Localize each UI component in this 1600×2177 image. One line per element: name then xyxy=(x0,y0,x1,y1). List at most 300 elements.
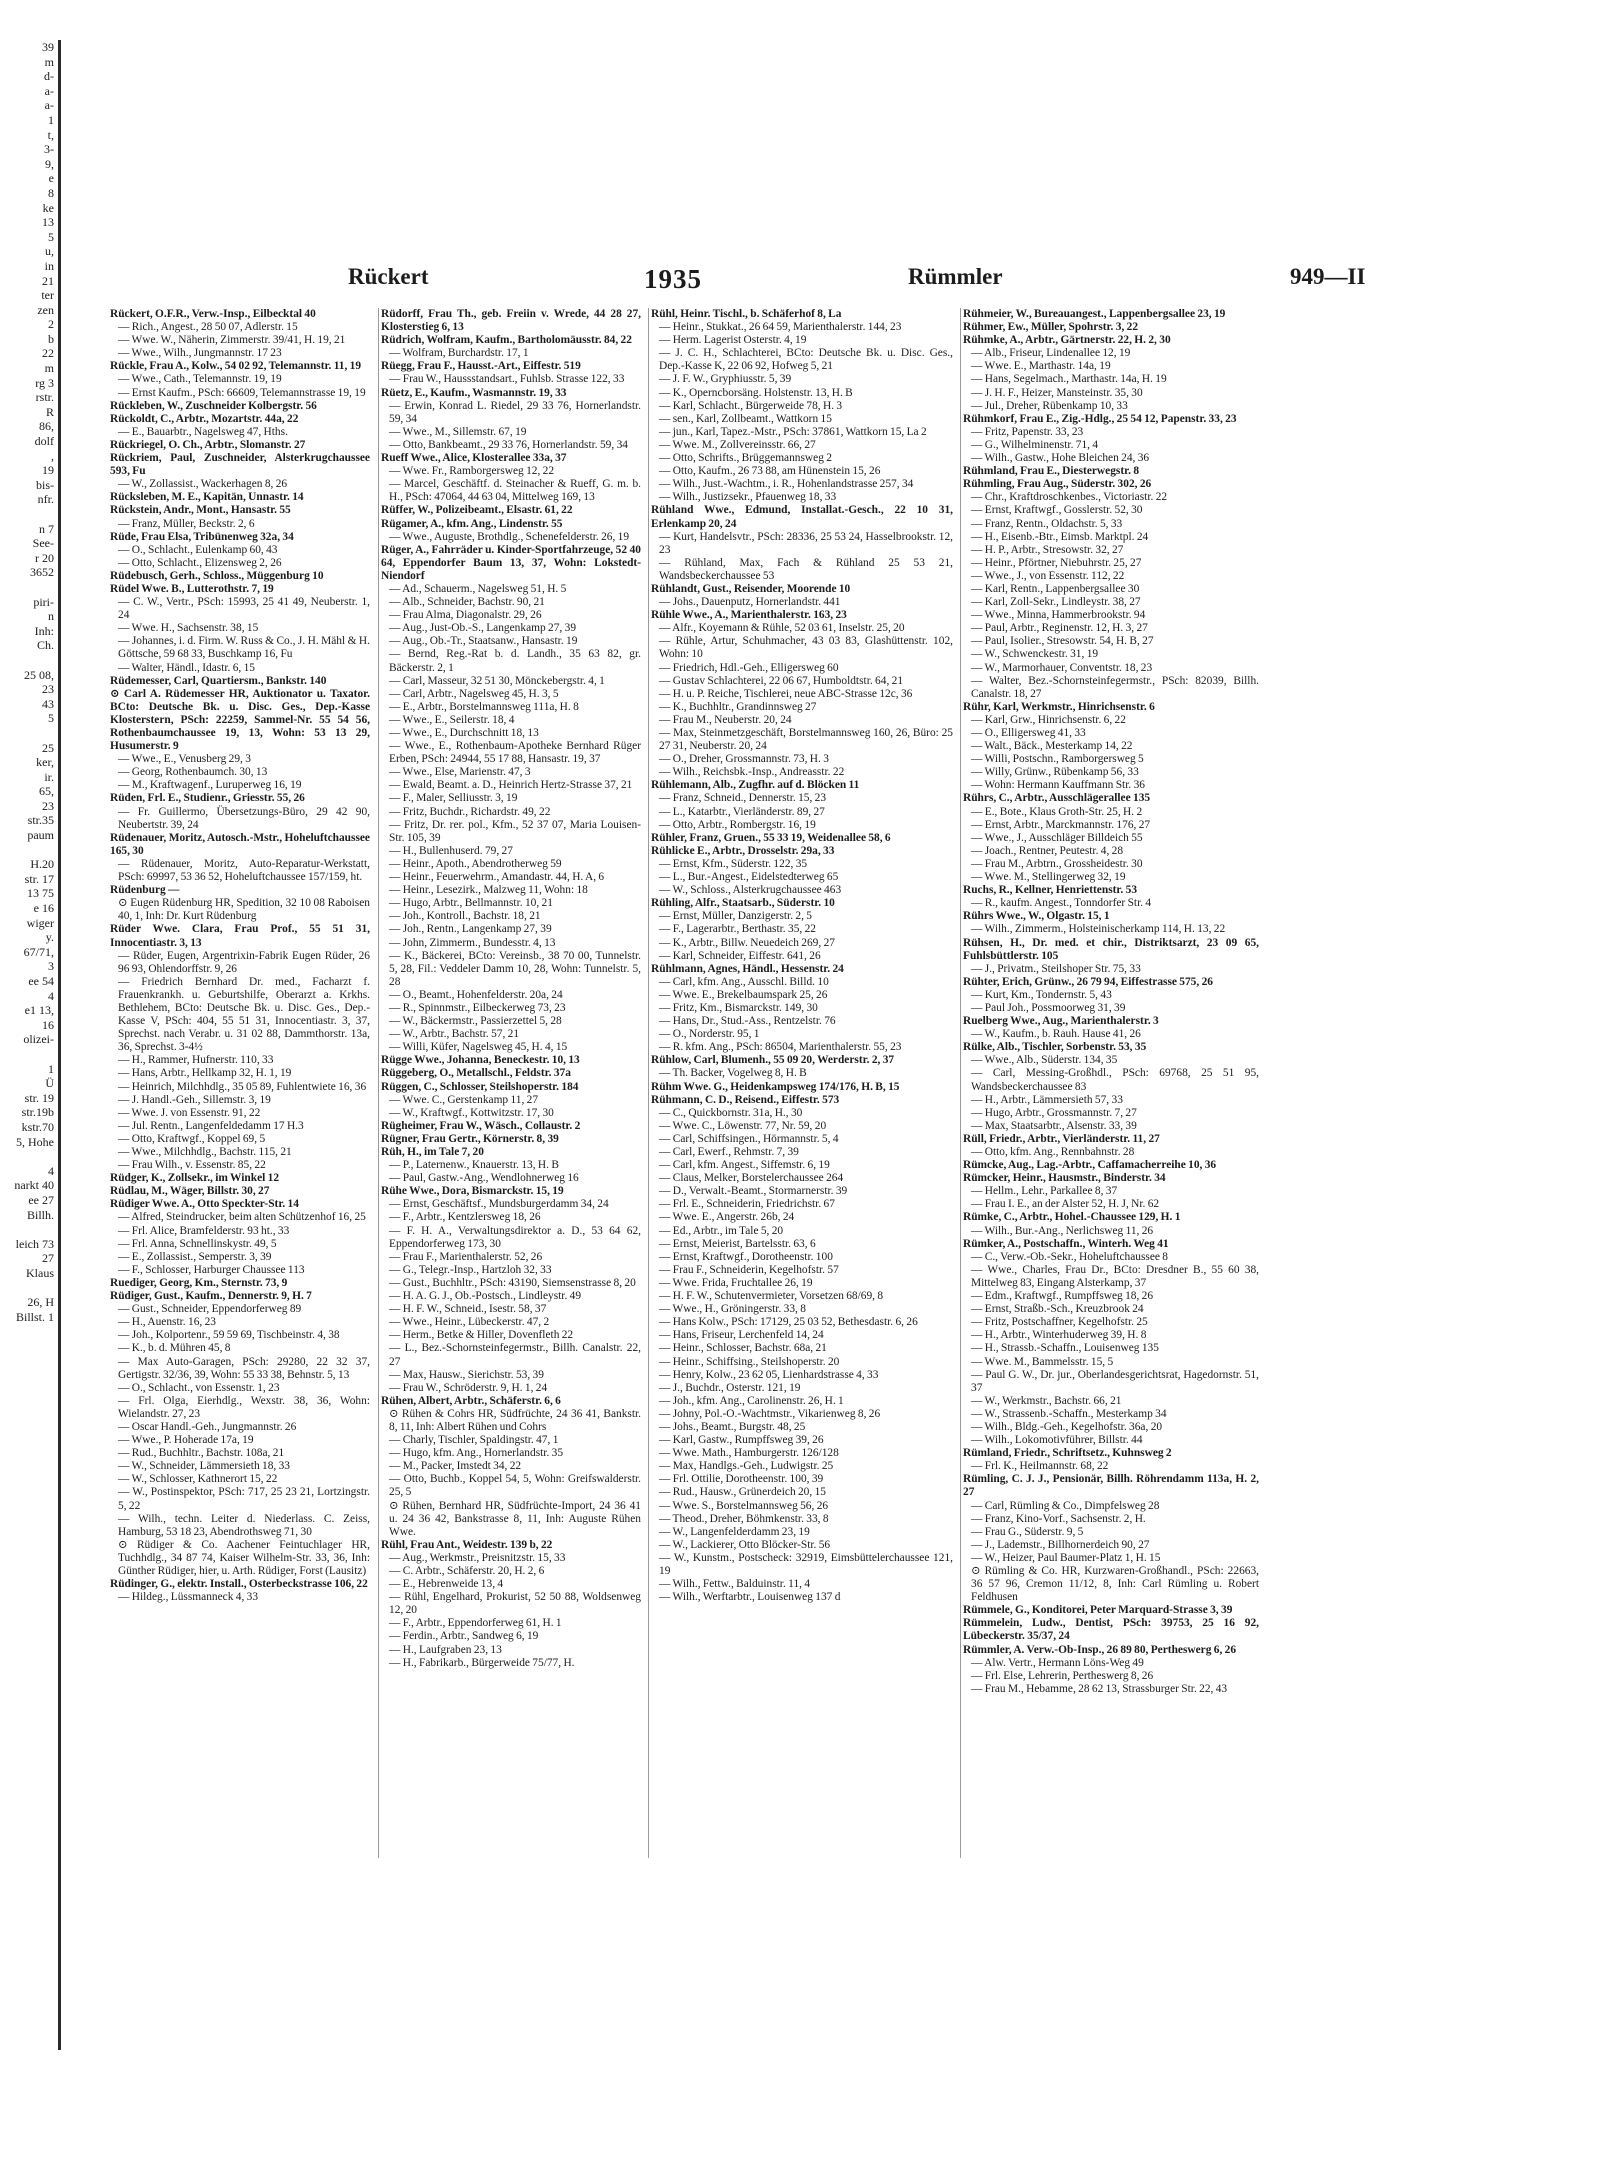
directory-entry: — W., Marmorhauer, Conventstr. 18, 23 xyxy=(971,661,1153,674)
directory-entry: — Joach., Rentner, Peutestr. 4, 28 xyxy=(971,844,1124,857)
directory-entry: — C., Quickbornstr. 31a, H., 30 xyxy=(659,1106,803,1119)
left-page-fragment: 16 xyxy=(42,1017,54,1032)
directory-entry: — H. u. P. Reiche, Tischlerei, neue ABC-Strasse 12c, 36 xyxy=(659,687,913,700)
directory-entry: — Karl, Grw., Hinrichsenstr. 6, 22 xyxy=(971,713,1126,726)
directory-entry: — W., Zollassist., Wackerhagen 8, 26 xyxy=(118,478,288,491)
directory-entry: — Ernst, Kraftwgf., Gosslerstr. 52, 30 xyxy=(971,504,1143,517)
directory-entry: — Fr. Guillermo, Übersetzungs-Büro, 29 42 90, Neubertstr. 39, 24 xyxy=(118,805,370,831)
directory-entry: — Claus, Melker, Borstelerchaussee 264 xyxy=(659,1172,844,1185)
directory-entry: — Wwe., E., Seilerstr. 18, 4 xyxy=(389,713,515,726)
directory-entry: — Wilh., Reichsbk.-Insp., Andreasstr. 22 xyxy=(659,766,845,779)
directory-entry: — E., Bauarbtr., Nagelsweg 47, Hths. xyxy=(118,425,288,438)
directory-entry: — Otto, Arbtr., Rombergstr. 16, 19 xyxy=(659,818,816,831)
directory-entry: — Walt., Bäck., Mesterkamp 14, 22 xyxy=(971,740,1133,753)
directory-entry: — C. Arbtr., Schäferstr. 20, H. 2, 6 xyxy=(389,1565,545,1577)
directory-entry: — Frau M., Neuberstr. 20, 24 xyxy=(659,713,792,726)
directory-entry: — Frau W., Haussstandsart., Fuhlsb. Strasse 122, 33 xyxy=(389,373,625,386)
directory-entry: — R., kaufm. Angest., Tonndorfer Str. 4 xyxy=(971,897,1152,910)
directory-entry: — Jul. Rentn., Langenfeldedamm 17 H.3 xyxy=(118,1119,304,1132)
left-page-fragment: Ü xyxy=(45,1076,54,1091)
directory-entry: — Johannes, i. d. Firm. W. Russ & Co., J. H. Mähl & H. Göttsche, 59 68 33, Buschkamp 16, Fu xyxy=(118,635,370,661)
directory-entry: Rüde, Frau Elsa, Tribünenweg 32a, 34 xyxy=(110,530,294,543)
directory-entry: Rückriegel, O. Ch., Arbtr., Slomanstr. 27 xyxy=(110,438,306,451)
left-page-fragment: wiger xyxy=(26,915,54,930)
directory-entry: — Wohn: Hermann Kauffmann Str. 36 xyxy=(971,779,1145,792)
left-page-fragment: ir. xyxy=(44,769,54,784)
left-page-fragment: 25 xyxy=(42,740,54,755)
left-page-fragment: e1 13, xyxy=(24,1003,54,1018)
left-page-fragment: 4 xyxy=(48,1163,54,1178)
directory-entry: Rüdenauer, Moritz, Autosch.-Mstr., Hoheluftchaussee 165, 30 xyxy=(110,831,370,857)
directory-entry: — W., Kaufm., b. Rauh. Hause 41, 26 xyxy=(971,1028,1141,1041)
left-page-fragment: Inh: xyxy=(34,623,54,638)
directory-entry: Rüdenburg — xyxy=(110,884,180,897)
directory-entry: — Wwe. Math., Hamburgerstr. 126/128 xyxy=(659,1447,839,1460)
left-page-fragment: Klaus xyxy=(26,1265,54,1280)
left-page-edge xyxy=(0,40,61,2050)
directory-entry: Rückert, O.F.R., Verw.-Insp., Eilbecktal 40 xyxy=(110,308,316,320)
left-page-fragment: 86, xyxy=(39,419,54,434)
left-page-fragment: 3- xyxy=(44,142,54,157)
directory-entry: — Wilh., Fettw., Balduinstr. 11, 4 xyxy=(659,1578,811,1591)
directory-entry: — Wwe., Cath., Telemannstr. 19, 19 xyxy=(118,373,282,386)
directory-entry: — J. H. F., Heizer, Mansteinstr. 35, 30 xyxy=(971,386,1143,399)
left-page-fragment: 5 xyxy=(48,711,54,726)
directory-entry: Rühlicke E., Arbtr., Drosselstr. 29a, 33 xyxy=(651,844,835,857)
directory-entry: — Wilh., Werftarbtr., Louisenweg 137 d xyxy=(659,1591,841,1604)
directory-entry: Rüdel Wwe. B., Lutterothstr. 7, 19 xyxy=(110,582,274,595)
directory-entry: — R. kfm. Ang., PSch: 86504, Marienthalerstr. 55, 23 xyxy=(659,1041,902,1054)
directory-entry: — Ernst, Müller, Danzigerstr. 2, 5 xyxy=(659,910,813,923)
directory-entry: — Wwe. W., Näherin, Zimmerstr. 39/41, H. 19, 21 xyxy=(118,334,346,347)
left-page-fragment: 67/71, xyxy=(23,944,54,959)
directory-entry: Rueff Wwe., Alice, Klosterallee 33a, 37 xyxy=(381,452,567,465)
directory-entry: — Ed., Arbtr., im Tale 5, 20 xyxy=(659,1224,784,1237)
directory-entry: — Rud., Hausw., Grünerdeich 20, 15 xyxy=(659,1486,826,1499)
directory-entry: Rüdrich, Wolfram, Kaufm., Bartholomäusstr. 84, 22 xyxy=(381,334,632,347)
left-page-fragment xyxy=(0,1047,58,1062)
left-page-fragment: 1 xyxy=(48,112,54,127)
directory-entry: — Fritz, Papenstr. 33, 23 xyxy=(971,425,1084,438)
directory-entry: — Wwe., Wilh., Jungmannstr. 17 23 xyxy=(118,347,282,360)
directory-entry: — J., Buchdr., Osterstr. 121, 19 xyxy=(659,1381,801,1394)
left-page-fragment: 43 xyxy=(42,696,54,711)
directory-entry: Rügheimer, Frau W., Wäsch., Collaustr. 2 xyxy=(381,1119,581,1132)
directory-entry: — Karl, Schneider, Eiffestr. 641, 26 xyxy=(659,949,821,962)
left-page-fragment: 39 xyxy=(42,40,54,54)
directory-entry: — Rud., Buchhltr., Bachstr. 108a, 21 xyxy=(118,1447,285,1460)
directory-entry: — Jul., Dreher, Rübenkamp 10, 33 xyxy=(971,399,1128,412)
directory-entry: — E., Zollassist., Semperstr. 3, 39 xyxy=(118,1250,272,1263)
directory-entry: — Heinr., Feuerwehrm., Amandastr. 44, H. A, 6 xyxy=(389,871,605,884)
directory-entry: — Wilh., Lokomotivführer, Billstr. 44 xyxy=(971,1434,1143,1447)
directory-entry: — Paul G. W., Dr. jur., Oberlandesgerichtsrat, Hagedornstr. 51, 37 xyxy=(971,1368,1259,1394)
directory-entry: Rüdger, K., Zollsekr., im Winkel 12 xyxy=(110,1172,280,1185)
directory-entry: — Alfr., Koyemann & Rühle, 52 03 61, Inselstr. 25, 20 xyxy=(659,622,905,635)
directory-entry: — jun., Karl, Tapez.-Mstr., PSch: 37861, Wattkorn 15, La 2 xyxy=(659,425,927,438)
left-page-fragment xyxy=(0,726,58,741)
directory-entry: — K., Bäckerei, BCto: Vereinsb., 38 70 00, Tunnelstr. 5, 28, Fil.: Veddeler Damm 10, 28, Wohn: Tunnelstr. 5, 28 xyxy=(389,949,641,988)
directory-entry: Rühmke, A., Arbtr., Gärtnerstr. 22, H. 2, 30 xyxy=(963,334,1171,347)
directory-entry: Rückriem, Paul, Zuschneider, Alsterkrugchaussee 593, Fu xyxy=(110,452,370,478)
left-page-fragment: kstr.70 xyxy=(21,1119,54,1134)
directory-entry: — Max Auto-Garagen, PSch: 29280, 22 32 37, Gertigstr. 32/36, 39, Wohn: 55 33 38, Behnstr. 5, 13 xyxy=(118,1355,370,1381)
directory-entry: Rühter, Erich, Grünw., 26 79 94, Eiffestrasse 575, 26 xyxy=(963,975,1213,988)
left-page-fragment xyxy=(0,843,58,858)
directory-entry: — Wwe. J. von Essenstr. 91, 22 xyxy=(118,1106,261,1119)
left-page-fragment: H.20 xyxy=(30,857,54,872)
directory-entry: — H. F. W., Schutenvermieter, Vorsetzen 68/69, 8 xyxy=(659,1290,884,1303)
directory-entry: Rümker, A., Postschaffn., Winterh. Weg 41 xyxy=(963,1237,1169,1250)
directory-entry: — Ewald, Beamt. a. D., Heinrich Hertz-Strasse 37, 21 xyxy=(389,779,633,792)
directory-entry: — Wwe. E., Marthastr. 14a, 19 xyxy=(971,360,1111,373)
directory-entry: Rüger, A., Fahrräder u. Kinder-Sportfahrzeuge, 52 40 64, Eppendorfer Baum 13, 37, Wohn: Lokstedt-Niendorf xyxy=(381,543,641,582)
directory-entry: — Ferdin., Arbtr., Sandweg 6, 19 xyxy=(389,1630,539,1643)
left-page-fragment: e 16 xyxy=(33,901,54,916)
directory-entry: — Hellm., Lehr., Parkallee 8, 37 xyxy=(971,1185,1118,1198)
directory-entry: — Ernst Kaufm., PSch: 66609, Telemannstrasse 19, 19 xyxy=(118,386,366,399)
directory-entry: — Henry, Kolw., 23 62 05, Lienhardstrasse 4, 33 xyxy=(659,1368,879,1381)
directory-entry: Rügamer, A., kfm. Ang., Lindenstr. 55 xyxy=(381,517,563,530)
directory-entry: — Joh., Rentn., Langenkamp 27, 39 xyxy=(389,923,552,936)
directory-entry: — Paul, Gastw.-Ang., Wendlohnerweg 16 xyxy=(389,1172,579,1185)
directory-entry: — W., Postinspektor, PSch: 717, 25 23 21, Lortzingstr. 5, 22 xyxy=(118,1486,370,1512)
directory-entry: — Otto, Schrifts., Brüggemannsweg 2 xyxy=(659,452,832,465)
left-page-fragment xyxy=(0,653,58,668)
directory-entry: — Wilh., Bldg.-Geh., Kegelhofstr. 36a, 20 xyxy=(971,1420,1163,1433)
directory-entry: — H. F. W., Schneid., Isestr. 58, 37 xyxy=(389,1303,547,1316)
directory-entry: — Fritz, Buchdr., Richardstr. 49, 22 xyxy=(389,805,551,818)
directory-entry: — Rühle, Artur, Schuhmacher, 43 03 83, Glashüttenstr. 102, Wohn: 10 xyxy=(659,635,953,661)
directory-entry: Rühe Wwe., Dora, Bismarckstr. 15, 19 xyxy=(381,1185,564,1198)
directory-entry: — W., Kraftwgf., Kottwitzstr. 17, 30 xyxy=(389,1106,554,1119)
directory-entry: — Frau F., Marienthalerstr. 52, 26 xyxy=(389,1250,543,1263)
directory-entry: Rühl, Heinr. Tischl., b. Schäferhof 8, La xyxy=(651,308,842,320)
directory-entry: Rühr, Karl, Werkmstr., Hinrichsenstr. 6 xyxy=(963,700,1155,713)
directory-entry: Rügner, Frau Gertr., Körnerstr. 8, 39 xyxy=(381,1132,559,1145)
directory-entry: — Frl. K., Heilmannstr. 68, 22 xyxy=(971,1460,1109,1473)
left-page-fragment: rg 3 xyxy=(35,375,54,390)
directory-entry: — Carl, Arbtr., Nagelsweg 45, H. 3, 5 xyxy=(389,687,559,700)
directory-entry: — Otto, Kraftwgf., Koppel 69, 5 xyxy=(118,1132,266,1145)
directory-entry: — Gust., Buchhltr., PSch: 43190, Siemsenstrasse 8, 20 xyxy=(389,1276,636,1289)
directory-entry: — Gust., Schneider, Eppendorferweg 89 xyxy=(118,1303,302,1316)
directory-entry: Rümling, C. J. J., Pensionär, Billh. Röhrendamm 113a, H. 2, 27 xyxy=(963,1473,1259,1499)
directory-entry: — Friedrich Bernhard Dr. med., Facharzt f. Frauenkrankh. u. Geburtshilfe, Oberarzt a. Krkhs. Bethlehem, BCto: Deutsche Bk. u. Disc. Ges., Dep.-Kasse V, PSch: 404, 55 51 31, Innocentiastr. 3, 37, Sprechst. nach Verabr. u. 31 02 88, Dammthorstr. 13a, 36, Sprechst. 3-4½ xyxy=(118,975,370,1054)
left-page-fragment: 21 xyxy=(42,273,54,288)
directory-entry: — G., Telegr.-Insp., Hartzloh 32, 33 xyxy=(389,1263,552,1276)
left-page-fragment: 1 xyxy=(48,1061,54,1076)
directory-entry: — Heinr., Apoth., Abendrotherweg 59 xyxy=(389,857,562,870)
directory-entry: — Hans, Dr., Stud.-Ass., Rentzelstr. 76 xyxy=(659,1015,836,1028)
directory-entry: — W., Heizer, Paul Baumer-Platz 1, H. 15 xyxy=(971,1551,1161,1564)
left-page-fragment xyxy=(0,1222,58,1237)
directory-entry: — E., Arbtr., Borstelmannsweg 111a, H. 8 xyxy=(389,700,579,713)
directory-entry: ⊙ Rühen & Cohrs HR, Südfrüchte, 24 36 41, Bankstr. 8, 11, Inh: Albert Rühen und Cohrs xyxy=(389,1407,641,1433)
directory-entry: — Carl, Ewerf., Rehmstr. 7, 39 xyxy=(659,1146,799,1158)
left-page-fragment: Ch. xyxy=(36,638,54,653)
directory-entry: — H. P., Arbtr., Stresowstr. 32, 27 xyxy=(971,543,1124,556)
directory-entry: — W., Strassenb.-Schaffn., Mesterkamp 34 xyxy=(971,1407,1167,1420)
directory-entry: ⊙ Rüdiger & Co. Aachener Feintuchlager HR, Tuchhdlg., 34 87 74, Kaiser Wilhelm-Str. 33, 36, Inh: Günther Rüdiger, hier, u. Arth. Rüdiger, Forst (Lausitz) xyxy=(118,1538,370,1577)
directory-entry: — Wwe., Minna, Hammerbrookstr. 94 xyxy=(971,609,1146,622)
directory-entry: — Marcel, Geschäftf. d. Steinacher & Rueff, G. m. b. H., PSch: 47064, 44 63 04, Mittelweg 169, 13 xyxy=(389,478,641,504)
directory-entry: Rüdemesser, Carl, Quartiersm., Bankstr. 140 xyxy=(110,674,327,687)
left-page-fragment: 9, xyxy=(45,156,54,171)
directory-entry: Rühmkorf, Frau E., Zig.-Hdlg., 25 54 12, Papenstr. 33, 23 xyxy=(963,412,1237,425)
left-page-fragment: 23 xyxy=(42,682,54,697)
directory-entry: Rühlmann, Agnes, Händl., Hessenstr. 24 xyxy=(651,962,844,975)
left-page-fragment: paum xyxy=(27,828,54,843)
directory-entry: — E., Hebrenweide 13, 4 xyxy=(389,1578,504,1591)
directory-entry: — Otto, Bankbeamt., 29 33 76, Hornerlandstr. 59, 34 xyxy=(389,438,628,451)
left-page-fragment: 5 xyxy=(48,229,54,244)
directory-entry: — Wilh., Bur.-Ang., Nerlichsweg 11, 26 xyxy=(971,1224,1154,1237)
directory-entry: — J. C. H., Schlachterei, BCto: Deutsche Bk. u. Disc. Ges., Dep.-Kasse K, 22 06 92, Hofweg 5, 21 xyxy=(659,347,953,373)
left-page-fragment: str.19b xyxy=(21,1105,54,1120)
directory-entry: — Frau M., Arbtrn., Grossheidestr. 30 xyxy=(971,857,1143,870)
directory-entry: — Max, Handlgs.-Geh., Ludwigstr. 25 xyxy=(659,1460,834,1473)
left-page-fragment: str. 19 xyxy=(24,1090,54,1105)
directory-entry: Ruediger, Georg, Km., Sternstr. 73, 9 xyxy=(110,1276,288,1289)
left-page-fragment: n 7 xyxy=(39,521,54,536)
directory-entry: — K., Buchhltr., Grandinnsweg 27 xyxy=(659,700,817,713)
column-3 xyxy=(648,308,955,1858)
directory-entry: — Fritz, Dr. rer. pol., Kfm., 52 37 07, Maria Louisen-Str. 105, 39 xyxy=(389,818,641,844)
left-page-fragment: ke xyxy=(42,200,54,215)
directory-entry: — Wilh., Gastw., Hohe Bleichen 24, 36 xyxy=(971,452,1150,465)
left-page-fragment: ter xyxy=(41,288,54,303)
left-page-fragment: 13 xyxy=(42,215,54,230)
directory-entry: — Heinr., Lesezirk., Malzweg 11, Wohn: 18 xyxy=(389,884,588,897)
directory-entry: Rühling, Alfr., Staatsarb., Süderstr. 10 xyxy=(651,897,835,910)
directory-entry: — Heinr., Pförtner, Niebuhrstr. 25, 27 xyxy=(971,556,1142,569)
directory-entry: — Karl, Zoll-Sekr., Lindleystr. 38, 27 xyxy=(971,596,1141,609)
directory-entry: — F., Maler, Selliusstr. 3, 19 xyxy=(389,792,518,805)
directory-entry: — W., Schneider, Lämmersieth 18, 33 xyxy=(118,1460,290,1473)
directory-entry: — Frl. Anna, Schnellinskystr. 49, 5 xyxy=(118,1237,277,1250)
directory-entry: — Wwe., Alb., Süderstr. 134, 35 xyxy=(971,1054,1118,1067)
directory-entry: Rüggen, C., Schlosser, Steilshoperstr. 184 xyxy=(381,1080,579,1093)
directory-entry: Rüh, H., im Tale 7, 20 xyxy=(381,1146,484,1158)
directory-entry: — Frl. E., Schneiderin, Friedrichstr. 67 xyxy=(659,1198,835,1211)
left-page-fragment: 3652 xyxy=(30,565,54,580)
directory-entry: Ruelberg Wwe., Aug., Marienthalerstr. 3 xyxy=(963,1015,1159,1028)
directory-entry: — D., Verwalt.-Beamt., Stormarnerstr. 39 xyxy=(659,1185,848,1198)
directory-entry: — Frau Alma, Diagonalstr. 29, 26 xyxy=(389,609,542,622)
directory-entry: — Wwe., P. Hoherade 17a, 19 xyxy=(118,1434,254,1447)
left-page-fragment: 19 xyxy=(42,463,54,478)
left-page-fragment: 25 08, xyxy=(24,667,54,682)
directory-entry: — Wwe., Milchhdlg., Bachstr. 115, 21 xyxy=(118,1146,292,1158)
directory-entry: — Rüder, Eugen, Argentrixin-Fabrik Eugen Rüder, 26 96 93, Ohlendorffstr. 9, 26 xyxy=(118,949,370,975)
directory-entry: — Wwe. C., Gerstenkamp 11, 27 xyxy=(389,1093,539,1106)
directory-entry: Rümmele, G., Konditorei, Peter Marquard-Strasse 3, 39 xyxy=(963,1604,1233,1617)
left-page-fragment: leich 73 xyxy=(15,1236,54,1251)
directory-entry: — Wwe., Charles, Frau Dr., BCto: Dresdner B., 55 60 38, Mittelweg 83, Eingang Alsterkamp, 37 xyxy=(971,1263,1259,1289)
directory-entry: Rühlemann, Alb., Zugfhr. auf d. Blöcken 11 xyxy=(651,779,860,792)
directory-entry: — F. H. A., Verwaltungsdirektor a. D., 53 64 62, Eppendorferweg 173, 30 xyxy=(389,1224,641,1250)
left-page-fragment: t, xyxy=(47,127,54,142)
directory-entry: — Ernst, Kraftwgf., Dorotheenstr. 100 xyxy=(659,1250,833,1263)
left-page-fragment: 5, Hohe xyxy=(16,1134,54,1149)
directory-entry: Rülke, Alb., Tischler, Sorbenstr. 53, 35 xyxy=(963,1041,1147,1054)
directory-entry: — F., Lagerarbtr., Berthastr. 35, 22 xyxy=(659,923,816,936)
directory-entry: — Bernd, Reg.-Rat b. d. Landh., 35 63 82, gr. Bäckerstr. 2, 1 xyxy=(389,648,641,674)
directory-entry: Rüder Wwe. Clara, Frau Prof., 55 51 31, Innocentiastr. 3, 13 xyxy=(110,923,370,949)
left-page-fragment: narkt 40 xyxy=(14,1178,54,1193)
directory-entry: — Carl, Rümling & Co., Dimpfelsweg 28 xyxy=(971,1499,1160,1512)
left-page-fragment xyxy=(0,507,58,522)
left-page-fragment: ee 27 xyxy=(28,1192,54,1207)
directory-entry: — Alw. Vertr., Hermann Löns-Weg 49 xyxy=(971,1656,1144,1669)
directory-entry: — Carl, Messing-Großhdl., PSch: 69768, 25 51 95, Wandsbeckerchaussee 83 xyxy=(971,1067,1259,1093)
column-2 xyxy=(378,308,643,1858)
directory-entry: — Hugo, Arbtr., Bellmannstr. 10, 21 xyxy=(389,897,553,910)
directory-entry: — Wilh., Zimmerm., Holsteinischerkamp 114, H. 13, 22 xyxy=(971,923,1226,936)
directory-entry: — H., Rammer, Hufnerstr. 110, 33 xyxy=(118,1054,274,1067)
directory-entry: — Heinr., Stukkat., 26 64 59, Marienthalerstr. 144, 23 xyxy=(659,321,902,334)
directory-entry: Rühen, Albert, Arbtr., Schäferstr. 6, 6 xyxy=(381,1394,561,1407)
directory-entry: — Theod., Dreher, Böhmkenstr. 33, 8 xyxy=(659,1512,829,1525)
directory-entry: — Georg, Rothenbaumch. 30, 13 xyxy=(118,766,268,779)
directory-entry: — Carl, kfm. Ang., Ausschl. Billd. 10 xyxy=(659,975,829,988)
directory-entry: — Frau G., Süderstr. 9, 5 xyxy=(971,1525,1084,1538)
directory-entry: — H., Arbtr., Winterhuderweg 39, H. 8 xyxy=(971,1329,1147,1342)
left-page-fragment: y. xyxy=(45,930,54,945)
left-page-fragment: R xyxy=(45,404,54,419)
header-last-name: Rümmler xyxy=(908,264,1003,289)
header-year: 1935 xyxy=(644,264,702,294)
directory-entry: — Wwe. Fr., Ramborgersweg 12, 22 xyxy=(389,465,555,478)
directory-entry: Rühle Wwe., A., Marienthalerstr. 163, 23 xyxy=(651,609,847,622)
directory-entry: — O., Beamt., Hohenfelderstr. 20a, 24 xyxy=(389,988,563,1001)
directory-entry: Rühlow, Carl, Blumenh., 55 09 20, Werderstr. 2, 37 xyxy=(651,1054,895,1067)
directory-entry: — Karl, Gastw., Rumpffsweg 39, 26 xyxy=(659,1434,824,1447)
directory-entry: — O., Norderstr. 95, 1 xyxy=(659,1028,760,1041)
directory-entry: — W., Kunstm., Postscheck: 32919, Eimsbüttelerchaussee 121, 19 xyxy=(659,1551,953,1577)
directory-entry: — Hildeg., Lüssmanneck 4, 33 xyxy=(118,1591,259,1604)
directory-entry: — Frl. Ottilie, Dorotheenstr. 100, 39 xyxy=(659,1473,824,1486)
directory-entry: — Frl. Olga, Eierhdlg., Wexstr. 38, 36, Wohn: Wielandstr. 27, 23 xyxy=(118,1394,370,1420)
directory-entry: Rückstein, Andr., Mont., Hansastr. 55 xyxy=(110,504,291,517)
directory-entry: Rüdiger Wwe. A., Otto Speckter-Str. 14 xyxy=(110,1198,299,1211)
directory-entry: — Herm., Betke & Hiller, Dovenfleth 22 xyxy=(389,1329,574,1342)
directory-entry: — Rühland, Max, Fach & Rühland 25 53 21, Wandsbeckerchaussee 53 xyxy=(659,556,953,582)
directory-entry: — C. W., Vertr., PSch: 15993, 25 41 49, Neuberstr. 1, 24 xyxy=(118,596,370,622)
directory-entry: — H. A. G. J., Ob.-Postsch., Lindleystr. 49 xyxy=(389,1290,582,1303)
column-1 xyxy=(108,308,372,1858)
directory-entry: — Franz, Müller, Beckstr. 2, 6 xyxy=(118,517,255,530)
directory-entry: — Wwe. Frida, Fruchtallee 26, 19 xyxy=(659,1276,813,1289)
directory-entry: — Heinr., Schiffsing., Steilshoperstr. 20 xyxy=(659,1355,840,1368)
directory-entry: — Wwe. C., Löwenstr. 77, Nr. 59, 20 xyxy=(659,1119,827,1132)
directory-entry: — J. Handl.-Geh., Sillemstr. 3, 19 xyxy=(118,1093,271,1106)
directory-entry: — Wwe., E., Durchschnitt 18, 13 xyxy=(389,727,539,739)
directory-entry: — Frau Wilh., v. Essenstr. 85, 22 xyxy=(118,1159,266,1172)
directory-entry: — W., Bäckermstr., Passierzettel 5, 28 xyxy=(389,1015,562,1028)
directory-entry: — W., Schwenckestr. 31, 19 xyxy=(971,648,1099,661)
directory-entry: Rühl, Frau Ant., Weidestr. 139 b, 22 xyxy=(381,1538,553,1551)
header-page-number: 949—II xyxy=(1290,264,1366,289)
column-4 xyxy=(960,308,1261,1858)
left-page-fragment: 3 xyxy=(48,959,54,974)
directory-entry: Rühler, Franz, Gruen., 55 33 19, Weidenallee 58, 6 xyxy=(651,831,891,844)
directory-entry: — Hans, Arbtr., Hellkamp 32, H. 1, 19 xyxy=(118,1067,292,1080)
directory-entry: — Rich., Angest., 28 50 07, Adlerstr. 15 xyxy=(118,321,298,334)
directory-entry: — Hans, Segelmach., Marthastr. 14a, H. 19 xyxy=(971,373,1167,386)
directory-entry: — Hans Kolw., PSch: 17129, 25 03 52, Bethesdastr. 6, 26 xyxy=(659,1316,918,1329)
directory-entry: Rüegg, Frau F., Hausst.-Art., Eiffestr. 519 xyxy=(381,360,581,373)
directory-entry: ⊙ Carl A. Rüdemesser HR, Auktionator u. Taxator. BCto: Deutsche Bk. u. Disc. Ges., Dep.-Kasse Klosterstern, PSch: 22259, Sammel-Nr. 55 54 56, Rothenbaumchaussee 19, 13, Wohn: 53 13 29, Husumerstr. 9 xyxy=(110,687,370,753)
directory-entry: — Ernst, Meierist, Bartelsstr. 63, 6 xyxy=(659,1237,816,1250)
directory-entry: Rühmer, Ew., Müller, Spohrstr. 3, 22 xyxy=(963,321,1139,334)
directory-entry: — Frl. Else, Lehrerin, Pertheswerg 8, 26 xyxy=(971,1669,1154,1682)
directory-entry: — Kurt, Handelsvtr., PSch: 28336, 25 53 24, Hasselbrookstr. 12, 23 xyxy=(659,530,953,556)
directory-entry: Rückleben, W., Zuschneider Kolbergstr. 56 xyxy=(110,399,317,412)
directory-entry: Rührs Wwe., W., Olgastr. 15, 1 xyxy=(963,910,1110,923)
left-page-fragment: nfr. xyxy=(37,492,54,507)
directory-entry: — Wwe. E., Angerstr. 26b, 24 xyxy=(659,1211,795,1224)
directory-entry: Rüdinger, G., elektr. Install., Osterbeckstrasse 106, 22 xyxy=(110,1578,368,1591)
directory-entry: — Wwe. M., Bammelsstr. 15, 5 xyxy=(971,1355,1114,1368)
directory-entry: — Heinr., Schlosser, Bachstr. 68a, 21 xyxy=(659,1342,827,1355)
directory-entry: — Alb., Friseur, Lindenallee 12, 19 xyxy=(971,347,1131,360)
directory-entry: — L., Bur.-Angest., Eidelstedterweg 65 xyxy=(659,871,839,884)
left-page-fragment: u, xyxy=(45,244,54,259)
directory-entry: — M., Packer, Imstedt 34, 22 xyxy=(389,1460,522,1473)
directory-entry: — H., Arbtr., Lämmersieth 57, 33 xyxy=(971,1093,1123,1106)
directory-entry: — Wilh., techn. Leiter d. Niederlass. C. Zeiss, Hamburg, 53 18 23, Abendrothsweg 71, 30 xyxy=(118,1512,370,1538)
directory-entry: — H., Strassb.-Schaffn., Louisenweg 135 xyxy=(971,1342,1159,1355)
left-page-fragment: ee 54 xyxy=(28,974,54,988)
directory-entry: — Willi, Postschn., Ramborgersweg 5 xyxy=(971,753,1144,766)
directory-entry: Rühm Wwe. G., Heidenkampsweg 174/176, H. B, 15 xyxy=(651,1080,900,1093)
directory-entry: — E., Bote., Klaus Groth-Str. 25, H. 2 xyxy=(971,805,1143,818)
directory-entry: — Ernst, Straßb.-Sch., Kreuzbrook 24 xyxy=(971,1303,1144,1316)
directory-entry: — Franz, Kino-Vorf., Sachsenstr. 2, H. xyxy=(971,1512,1146,1525)
directory-entry: — Wwe., J., von Essenstr. 112, 22 xyxy=(971,569,1125,582)
directory-entry: — Erwin, Konrad L. Riedel, 29 33 76, Hornerlandstr. 59, 34 xyxy=(389,399,641,425)
directory-entry: — W., Lackierer, Otto Blöcker-Str. 56 xyxy=(659,1538,831,1551)
directory-entry: — Carl, kfm. Angest., Siffemstr. 6, 19 xyxy=(659,1159,830,1172)
left-page-fragment: piri- xyxy=(33,594,54,609)
directory-entry: — Max, Hausw., Sierichstr. 53, 39 xyxy=(389,1368,544,1381)
left-page-fragment: d- xyxy=(44,69,54,84)
directory-entry: Rüffer, W., Polizeibeamt., Elsastr. 61, 22 xyxy=(381,504,573,517)
directory-entry: — sen., Karl, Zollbeamt., Wattkorn 15 xyxy=(659,412,832,425)
left-page-fragment: 4 xyxy=(48,988,54,1003)
page-header xyxy=(108,264,1503,306)
directory-entry: — Paul, Isolier., Stresowstr. 54, H. B, 27 xyxy=(971,635,1154,648)
directory-entry: — Hugo, Arbtr., Grossmannstr. 7, 27 xyxy=(971,1106,1137,1119)
directory-entry: — J., Privatm., Steilshoper Str. 75, 33 xyxy=(971,962,1141,975)
directory-entry: — P., Laternenw., Knauerstr. 13, H. B xyxy=(389,1159,559,1172)
left-page-fragment: Billh. xyxy=(26,1207,54,1222)
directory-entry: — Wwe., M., Sillemstr. 67, 19 xyxy=(389,425,527,438)
directory-entry: — W., Langenfelderdamm 23, 19 xyxy=(659,1525,810,1538)
directory-entry: — Walter, Bez.-Schornsteinfegermstr., PSch: 82039, Billh. Canalstr. 18, 27 xyxy=(971,674,1259,700)
directory-entry: Rüden, Frl. E., Studienr., Griesstr. 55, 26 xyxy=(110,792,305,805)
directory-entry: Rüll, Friedr., Arbtr., Vierländerstr. 11, 27 xyxy=(963,1132,1160,1145)
left-page-fragment xyxy=(0,1149,58,1164)
left-page-fragment: 8 xyxy=(48,185,54,200)
left-page-fragment: m xyxy=(44,361,54,376)
directory-entry: — Wwe., H., Gröningerstr. 33, 8 xyxy=(659,1303,806,1316)
directory-entry: — Th. Backer, Vogelweg 8, H. B xyxy=(659,1067,807,1080)
left-page-fragment: 65, xyxy=(39,784,54,799)
directory-entry: — Hugo, kfm. Ang., Hornerlandstr. 35 xyxy=(389,1447,564,1460)
